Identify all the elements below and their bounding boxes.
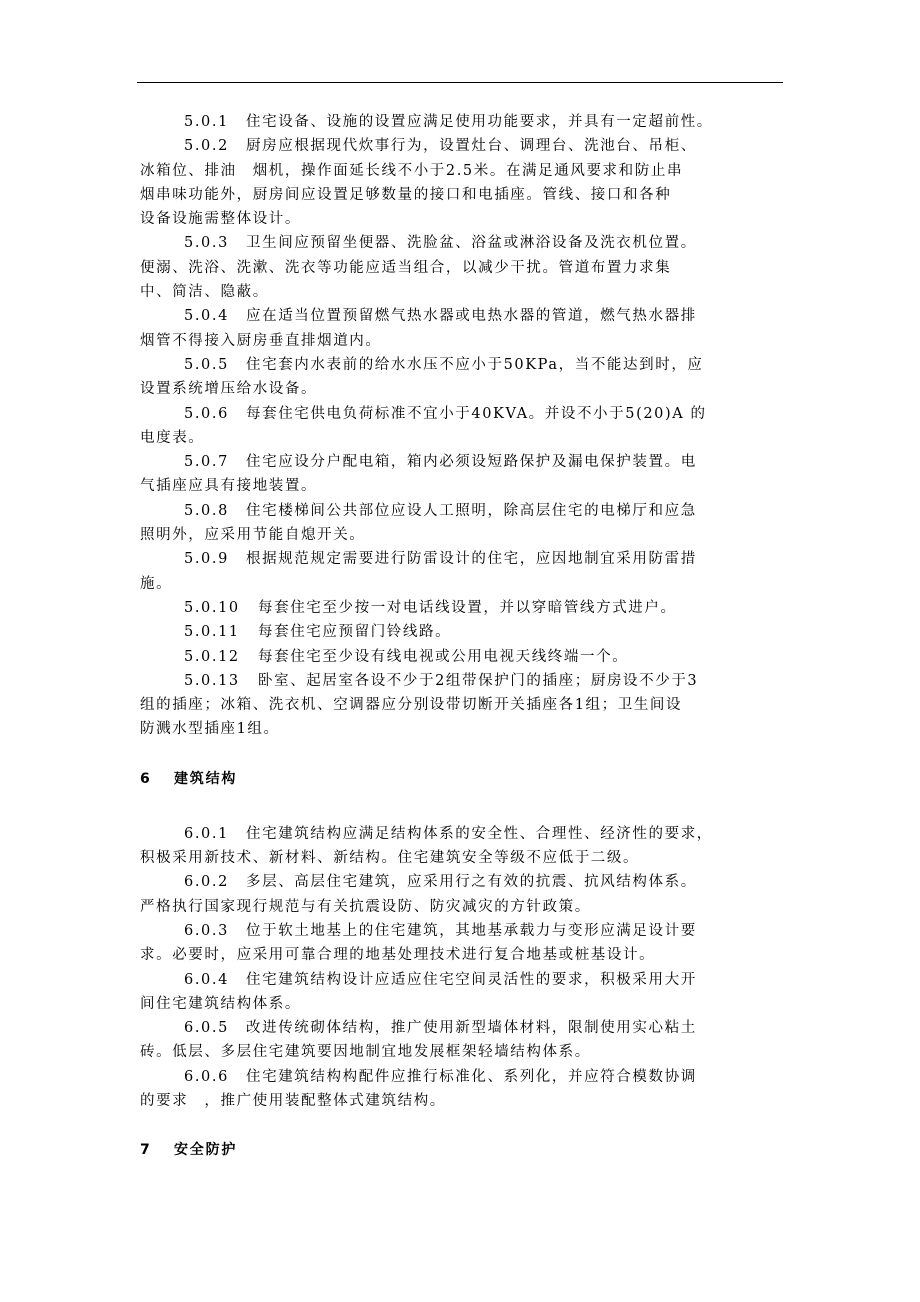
- clause-number: 5.0.10: [184, 599, 240, 616]
- clause-number: 5.0.11: [184, 624, 240, 641]
- clause-paragraph: [140, 499, 790, 548]
- clause-number: 5.0.2: [184, 138, 229, 155]
- clause-text: 住宅建筑结构设计应适应住宅空间灵活性的要求，积极采用大开: [246, 971, 697, 988]
- clause-paragraph: [140, 620, 790, 644]
- clause-text: 卫生间应预留坐便器、洗脸盆、浴盆或淋浴设备及洗衣机位置。: [246, 235, 697, 252]
- clause-text: 每套住宅应预留门铃线路。: [258, 624, 452, 641]
- clause-number: 6.0.3: [184, 922, 229, 939]
- text-line: [140, 943, 790, 967]
- clause-number: 5.0.5: [184, 356, 229, 373]
- clause-number: 6.0.2: [184, 874, 229, 891]
- clause-paragraph: [140, 822, 790, 871]
- text-line: [140, 474, 790, 498]
- clause-text: 设备设施需整体设计。: [140, 211, 301, 228]
- section-number: 6: [140, 770, 152, 787]
- clause-text: 防溅水型插座1组。: [140, 721, 280, 738]
- clause-number: 5.0.7: [184, 454, 229, 471]
- clause-number: 6.0.5: [184, 1020, 229, 1037]
- clause-text: 间住宅建筑结构体系。: [140, 995, 301, 1012]
- clause-number: 5.0.3: [184, 235, 229, 252]
- section-title: 建筑结构: [174, 770, 238, 787]
- clause-text: 位于软土地基上的住宅建筑，其地基承载力与变形应满足设计要: [246, 922, 697, 939]
- text-line: [140, 547, 790, 571]
- clause-text: 住宅楼梯间公共部位应设人工照明，除高层住宅的电梯厅和应急: [246, 502, 697, 519]
- document-body: [140, 110, 790, 1193]
- clause-paragraph: [140, 450, 790, 499]
- clause-text: 设置系统增压给水设备。: [140, 381, 318, 398]
- clause-text: 组的插座；冰箱、洗衣机、空调器应分别设带切断开关插座各1组；卫生间设: [140, 697, 683, 714]
- text-line: [140, 1040, 790, 1064]
- clause-text: 气插座应具有接地装置。: [140, 478, 318, 495]
- section-heading: [140, 1139, 790, 1159]
- text-line: [140, 256, 790, 280]
- clause-text: 住宅套内水表前的给水水压不应小于50KPa，当不能达到时，应: [246, 356, 704, 373]
- clause-number: 5.0.13: [184, 672, 240, 689]
- text-line: [140, 1089, 790, 1113]
- clause-number: 6.0.6: [184, 1068, 229, 1085]
- text-line: [140, 183, 790, 207]
- text-line: [140, 846, 790, 870]
- section-heading: [140, 768, 790, 788]
- clause-number: 5.0.12: [184, 648, 240, 665]
- clause-number: 5.0.9: [184, 551, 229, 568]
- clause-text: 积极采用新技术、新材料、新结构。住宅建筑安全等级不应低于二级。: [140, 850, 640, 867]
- clause-paragraph: [140, 870, 790, 919]
- text-line: [140, 693, 790, 717]
- text-line: [140, 134, 790, 158]
- clause-text: 住宅建筑结构应满足结构体系的安全性、合理性、经济性的要求，: [246, 825, 713, 842]
- text-line: [140, 620, 790, 644]
- clause-text: 住宅建筑结构构配件应推行标准化、系列化，并应符合模数协调: [246, 1068, 697, 1085]
- text-line: [140, 353, 790, 377]
- text-line: [140, 895, 790, 919]
- clause-number: 5.0.6: [184, 405, 229, 422]
- text-line: [140, 426, 790, 450]
- text-line: [140, 329, 790, 353]
- text-line: [140, 596, 790, 620]
- clause-text: 砖。低层、多层住宅建筑要因地制宜地发展框架轻墙结构体系。: [140, 1044, 591, 1061]
- clause-paragraph: [140, 1065, 790, 1114]
- clause-paragraph: [140, 547, 790, 596]
- text-line: [140, 377, 790, 401]
- text-line: [140, 207, 790, 231]
- clause-paragraph: [140, 968, 790, 1017]
- clause-number: 6.0.1: [184, 825, 229, 842]
- clause-text: 住宅应设分户配电箱，箱内必须设短路保护及漏电保护装置。电: [246, 454, 697, 471]
- clause-text: 中、简洁、隐蔽。: [140, 284, 269, 301]
- clause-text: 卧室、起居室各设不少于2组带保护门的插座；厨房设不少于3: [258, 672, 699, 689]
- text-line: [140, 159, 790, 183]
- clause-paragraph: [140, 353, 790, 402]
- clause-text: 便溺、洗浴、洗漱、洗衣等功能应适当组合，以减少干扰。管道布置力求集: [140, 259, 672, 276]
- clause-text: 照明外，应采用节能自熄开关。: [140, 527, 366, 544]
- clause-paragraph: [140, 402, 790, 451]
- clause-text: 施。: [140, 575, 173, 592]
- clause-paragraph: [140, 645, 790, 669]
- clause-text: 冰箱位、排油 烟机，操作面延长线不小于2.5米。在满足通风要求和防止串: [140, 162, 684, 179]
- text-line: [140, 280, 790, 304]
- text-line: [140, 870, 790, 894]
- text-line: [140, 645, 790, 669]
- clause-paragraph: [140, 669, 790, 742]
- clause-paragraph: [140, 919, 790, 968]
- clause-number: 5.0.1: [184, 114, 229, 130]
- clause-number: 6.0.4: [184, 971, 229, 988]
- clause-paragraph: [140, 134, 790, 231]
- clause-number: 5.0.4: [184, 308, 229, 325]
- clause-number: 5.0.8: [184, 502, 229, 519]
- clause-paragraph: [140, 110, 790, 134]
- clause-text: 每套住宅至少按一对电话线设置，并以穿暗管线方式进户。: [258, 599, 677, 616]
- clause-text: 根据规范规定需要进行防雷设计的住宅，应因地制宜采用防雷措: [246, 551, 697, 568]
- clause-text: 应在适当位置预留燃气热水器或电热水器的管道，燃气热水器排: [246, 308, 697, 325]
- section-number: 7: [140, 1142, 152, 1159]
- clause-text: 电度表。: [140, 429, 205, 446]
- text-line: [140, 572, 790, 596]
- text-line: [140, 1065, 790, 1089]
- clause-paragraph: [140, 304, 790, 353]
- clause-text: 厨房应根据现代炊事行为，设置灶台、调理台、洗池台、吊柜、: [246, 138, 697, 155]
- text-line: [140, 499, 790, 523]
- clause-paragraph: [140, 231, 790, 304]
- clause-text: 烟管不得接入厨房垂直排烟道内。: [140, 332, 382, 349]
- section-title: 安全防护: [174, 1142, 238, 1159]
- text-line: [140, 968, 790, 992]
- text-line: [140, 304, 790, 328]
- clause-text: 的要求 ，推广使用装配整体式建筑结构。: [140, 1092, 446, 1109]
- clause-paragraph: [140, 1016, 790, 1065]
- text-line: [140, 717, 790, 741]
- text-line: [140, 402, 790, 426]
- text-line: [140, 450, 790, 474]
- clause-text: 烟串味功能外，厨房间应设置足够数量的接口和电插座。管线、接口和各种: [140, 186, 672, 203]
- text-line: [140, 231, 790, 255]
- clause-text: 严格执行国家现行规范与有关抗震设防、防灾减灾的方针政策。: [140, 898, 591, 915]
- text-line: [140, 110, 790, 134]
- text-line: [140, 1016, 790, 1040]
- clause-text: 求。必要时，应采用可靠合理的地基处理技术进行复合地基或桩基设计。: [140, 947, 656, 964]
- clause-text: 住宅设备、设施的设置应满足使用功能要求，并具有一定超前性。: [246, 114, 713, 130]
- text-line: [140, 919, 790, 943]
- text-line: [140, 822, 790, 846]
- text-line: [140, 669, 790, 693]
- text-line: [140, 992, 790, 1016]
- clause-text: 每套住宅供电负荷标准不宜小于40KVA。并设不小于5(20)A 的: [246, 405, 707, 422]
- clause-text: 改进传统砌体结构，推广使用新型墙体材料，限制使用实心粘土: [246, 1020, 697, 1037]
- text-line: [140, 523, 790, 547]
- header-rule: [137, 82, 783, 83]
- clause-paragraph: [140, 596, 790, 620]
- clause-text: 每套住宅至少设有线电视或公用电视天线终端一个。: [258, 648, 629, 665]
- clause-text: 多层、高层住宅建筑，应采用行之有效的抗震、抗风结构体系。: [246, 874, 697, 891]
